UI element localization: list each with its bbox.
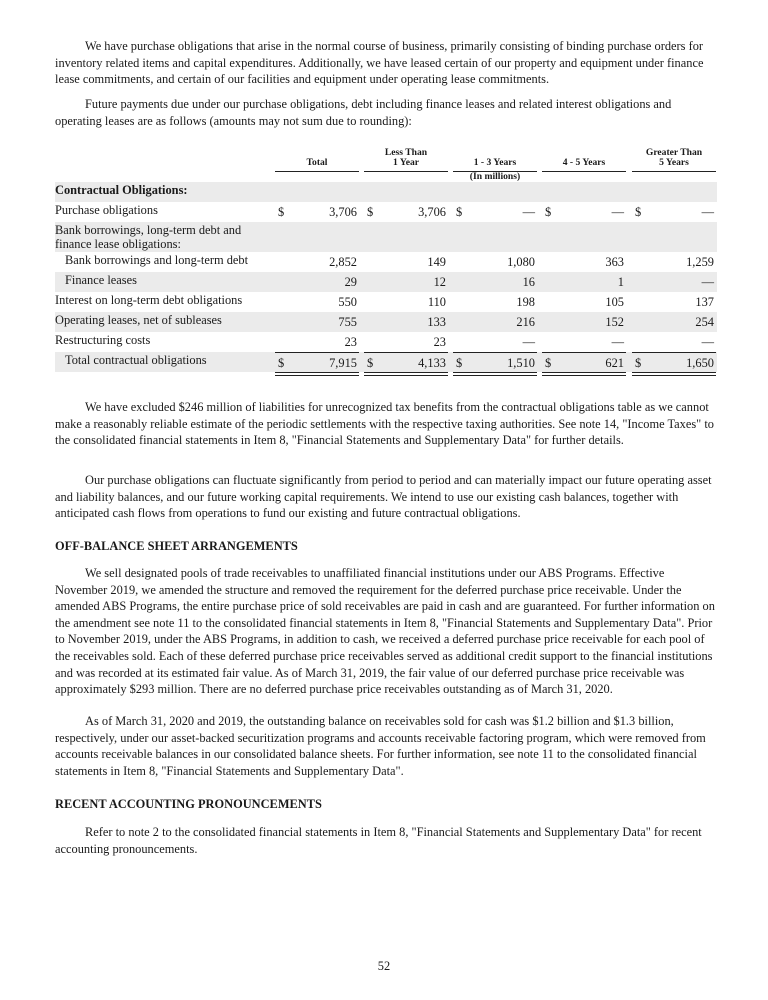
section-label: Contractual Obligations: — [55, 183, 188, 197]
table-row: Finance leases 29 12 16 1 — — [55, 272, 717, 292]
table-row: Bank borrowings, long-term debt and finance lease obligations: — [55, 222, 717, 252]
col-header-greater-than-5-years: Greater Than 5 Years — [632, 148, 716, 172]
table-row: Restructuring costs 23 23 — — — — [55, 333, 714, 349]
table-total-row: Total contractual obligations $ 7,915 $ 4,133 $ 1,510 $ 621 $ 1,650 — [55, 352, 717, 372]
paragraph-fluctuation: Our purchase obligations can fluctuate significantly from period to period and can materially impact our future operating asset and liability balances, and our future working capital requirements. We intend to use our existing cash balances, together with anticipated cash flows from operations to fund our existing and future contractual obligations. — [55, 473, 712, 521]
table-row: Bank borrowings and long-term debt 2,852 149 1,080 363 1,259 — [65, 253, 714, 269]
paragraph-refer-note-2: Refer to note 2 to the consolidated financial statements in Item 8, "Financial Statements and Supplementary Data" for recent accounting pronouncements. — [55, 825, 702, 856]
paragraph-excluded-tax: We have excluded $246 million of liabilities for unrecognized tax benefits from the contractual obligations table as we cannot make a reasonably reliable estimate of the periodic settlements with the respective taxing authorities. See note 14, "Income Taxes" to the consolidated financial statements in Item 8, "Financial Statements and Supplementary Data" for further details. — [55, 400, 714, 448]
col-header-1-3-years: 1 - 3 Years — [453, 158, 537, 172]
col-header-total: Total — [275, 158, 359, 172]
page-number: 52 — [377, 959, 391, 973]
heading-off-balance-sheet: OFF-BALANCE SHEET ARRANGEMENTS — [55, 539, 298, 553]
heading-recent-accounting: RECENT ACCOUNTING PRONOUNCEMENTS — [55, 797, 322, 811]
table-row: Operating leases, net of subleases 755 133 216 152 254 — [55, 312, 717, 332]
contractual-obligations-table — [55, 140, 717, 372]
col-header-4-5-years: 4 - 5 Years — [542, 158, 626, 172]
units-row — [55, 172, 717, 182]
col-header-less-than-1-year: Less Than 1 Year — [364, 148, 448, 172]
table-header-row — [55, 140, 717, 172]
units-label: (In millions) — [469, 171, 521, 182]
table-row: Interest on long-term debt obligations 550 110 198 105 137 — [55, 293, 714, 309]
table-row: Purchase obligations $ 3,706 $ 3,706 $ — $ — $ — — [55, 203, 714, 219]
paragraph-abs-programs: We sell designated pools of trade receivables to unaffiliated financial institutions under our ABS Programs. Effective November 2019, we amended the structure and removed the requirement for the deferred purchase price receivable. Under the amended ABS Programs, the entire purchase price of sold receivables are paid in cash and are guaranteed. For further information on the amendment see note 11 to the consolidated financial statements in Item 8, "Financial Statements and Supplementary Data". Prior to November 2019, under the ABS Programs, in addition to cash, we received a deferred purchase price receivable for each pool of the receivables sold. Each of these deferred purchase price receivables served as additional credit support to the financial institutions and was recorded at its estimated fair value. As of March 31, 2019, the fair value of our deferred purchase price receivable was approximately $293 million. There are no deferred purchase price receivables outstanding as of March 31, 2020. — [55, 566, 715, 697]
paragraph-future-payments: Future payments due under our purchase obligations, debt including finance leases and related interest obligations and operating leases are as follows (amounts may not sum due to rounding): — [55, 97, 672, 128]
paragraph-purchase-obligations: We have purchase obligations that arise in the normal course of business, primarily consisting of binding purchase orders for inventory related items and capital expenditures. Additionally, we have leased certain of our property and equipment under finance lease commitments, and certain of our facilities and equipment under operating lease commitments. — [55, 39, 704, 87]
table-section-row — [55, 182, 717, 202]
paragraph-receivables-sold: As of March 31, 2020 and 2019, the outstanding balance on receivables sold for cash was $1.2 billion and $1.3 billion, respectively, under our asset-backed securitization programs and accounts receivable factoring program, which were removed from accounts receivable balances in our consolidated balance sheets. For further information, see note 11 to the consolidated financial statements in Item 8, "Financial Statements and Supplementary Data". — [55, 714, 706, 778]
